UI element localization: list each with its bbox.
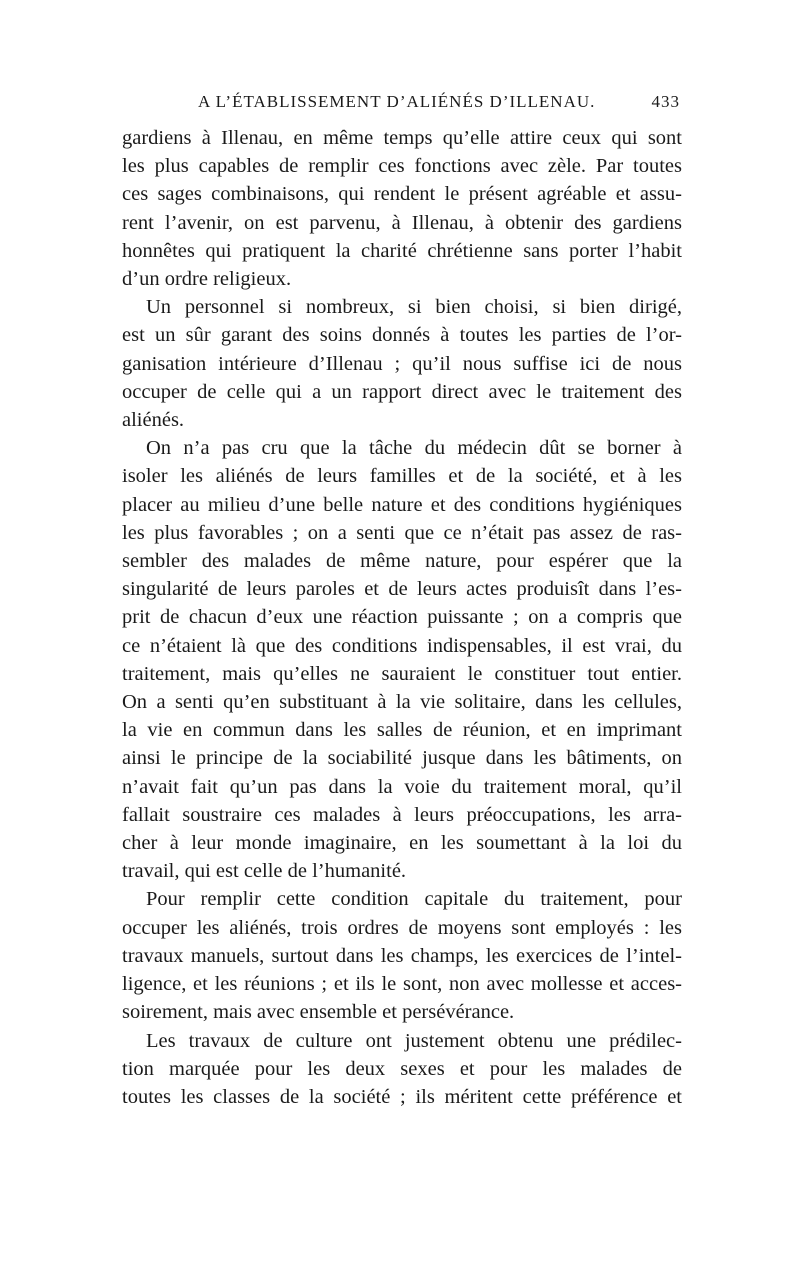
body-text <box>122 124 682 1111</box>
text-line: ainsi le principe de la sociabilité jusque dans les bâtiments, on <box>122 747 682 770</box>
text-line: ligence, et les réunions ; et ils le sont, non avec mollesse et acces- <box>122 973 682 996</box>
running-head <box>140 92 680 112</box>
text-line: tion marquée pour les deux sexes et pour les malades de <box>122 1057 682 1080</box>
text-line: toutes les classes de la société ; ils méritent cette préférence et <box>122 1085 682 1108</box>
text-line: traitement, mais qu’elles ne sauraient le constituer tout entier. <box>122 662 682 685</box>
text-line: ganisation intérieure d’Illenau ; qu’il nous suffise ici de nous <box>122 352 682 375</box>
paragraph <box>122 885 682 1026</box>
running-title: A L’ÉTABLISSEMENT D’ALIÉNÉS D’ILLENAU. <box>198 92 596 111</box>
text-line: isoler les aliénés de leurs familles et de la société, et à les <box>122 465 682 488</box>
text-line: gardiens à Illenau, en même temps qu’elle attire ceux qui sont <box>122 127 682 149</box>
text-line: ce n’étaient là que des conditions indispensables, il est vrai, du <box>122 634 682 657</box>
text-line: cher à leur monde imaginaire, en les soumettant à la loi du <box>122 832 682 855</box>
text-line: les plus capables de remplir ces fonctions avec zèle. Par toutes <box>122 155 682 178</box>
text-line: honnêtes qui pratiquent la charité chrétienne sans porter l’habit <box>122 239 682 262</box>
text-line: occuper les aliénés, trois ordres de moyens sont employés : les <box>122 916 682 939</box>
text-line: aliénés. <box>122 409 185 432</box>
text-line: les plus favorables ; on a senti que ce n’était pas assez de ras- <box>122 521 682 544</box>
text-line: placer au milieu d’une belle nature et des conditions hygiéniques <box>122 493 682 516</box>
text-line: fallait soustraire ces malades à leurs préoccupations, les arra- <box>122 803 682 826</box>
text-line: Un personnel si nombreux, si bien choisi, si bien dirigé, <box>146 296 682 319</box>
text-line: Les travaux de culture ont justement obtenu une prédilec- <box>146 1029 682 1052</box>
paragraph <box>122 124 682 293</box>
text-line: occuper de celle qui a un rapport direct avec le traitement des <box>122 380 682 403</box>
text-line: travaux manuels, surtout dans les champs, les exercices de l’intel- <box>122 944 682 967</box>
text-line: prit de chacun d’eux une réaction puissante ; on a compris que <box>122 606 682 629</box>
text-line: On n’a pas cru que la tâche du médecin dût se borner à <box>146 437 682 460</box>
text-line: n’avait fait qu’un pas dans la voie du traitement moral, qu’il <box>122 775 682 798</box>
text-line: sembler des malades de même nature, pour espérer que la <box>122 550 682 573</box>
text-line: travail, qui est celle de l’humanité. <box>122 860 407 883</box>
paragraph <box>122 293 682 434</box>
paragraph <box>122 1027 682 1112</box>
text-line: On a senti qu’en substituant à la vie solitaire, dans les cellules, <box>122 691 682 714</box>
text-line: la vie en commun dans les salles de réunion, et en imprimant <box>122 719 682 742</box>
text-line: soirement, mais avec ensemble et persévérance. <box>122 1001 515 1024</box>
paragraph <box>122 434 682 885</box>
text-line: rent l’avenir, on est parvenu, à Illenau, à obtenir des gardiens <box>122 211 682 234</box>
text-line: ces sages combinaisons, qui rendent le présent agréable et assu- <box>122 183 682 206</box>
text-line: singularité de leurs paroles et de leurs actes produisît dans l’es- <box>122 578 682 601</box>
text-line: est un sûr garant des soins donnés à toutes les parties de l’or- <box>122 324 682 347</box>
page-number: 433 <box>651 92 680 111</box>
text-line: d’un ordre religieux. <box>122 268 292 291</box>
text-line: Pour remplir cette condition capitale du traitement, pour <box>146 888 682 911</box>
